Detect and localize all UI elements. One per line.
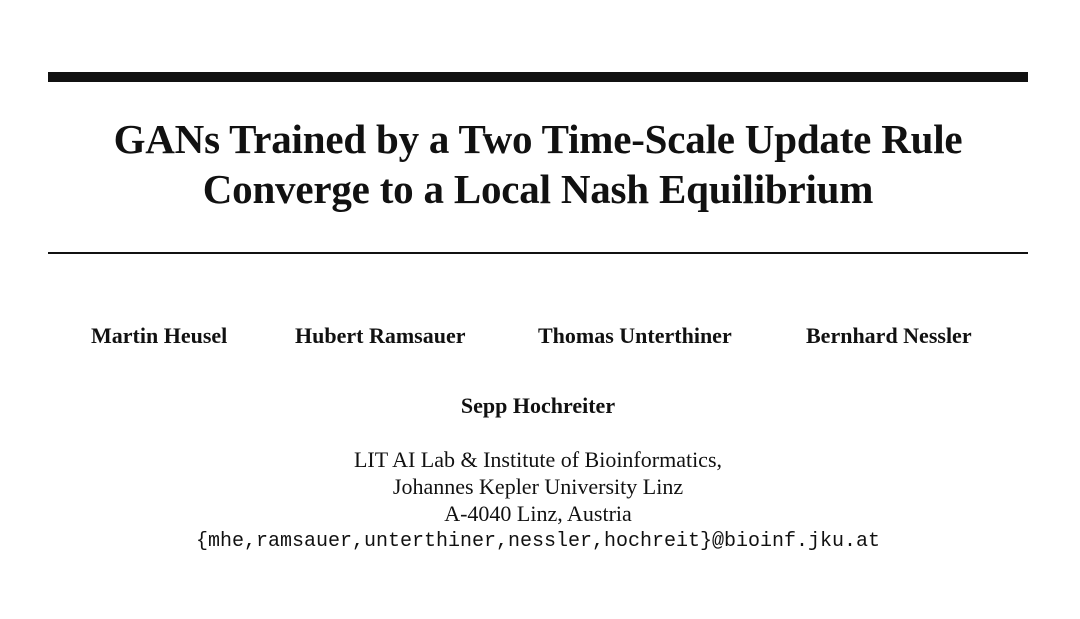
- author-emails: {mhe,ramsauer,unterthiner,nessler,hochreit}@bioinf.jku.at: [195, 530, 881, 553]
- affiliation-line: Johannes Kepler University Linz: [392, 474, 684, 499]
- author-name: Sepp Hochreiter: [460, 393, 616, 418]
- author-name: Martin Heusel: [91, 323, 228, 348]
- bottom-rule: [48, 252, 1028, 254]
- title-line-1: GANs Trained by a Two Time-Scale Update Rule: [113, 116, 963, 162]
- author-name: Thomas Unterthiner: [538, 323, 732, 348]
- affiliation-line: LIT AI Lab & Institute of Bioinformatics,: [353, 447, 723, 472]
- author-list: [48, 318, 1028, 354]
- affiliation-line: A-4040 Linz, Austria: [444, 501, 632, 526]
- paper-title: [48, 114, 1028, 214]
- author-name: Bernhard Nessler: [806, 323, 972, 348]
- affiliation-block: [48, 446, 1028, 527]
- top-rule: [48, 72, 1028, 82]
- title-line-2: Converge to a Local Nash Equilibrium: [202, 166, 874, 212]
- author-name: Hubert Ramsauer: [295, 323, 466, 348]
